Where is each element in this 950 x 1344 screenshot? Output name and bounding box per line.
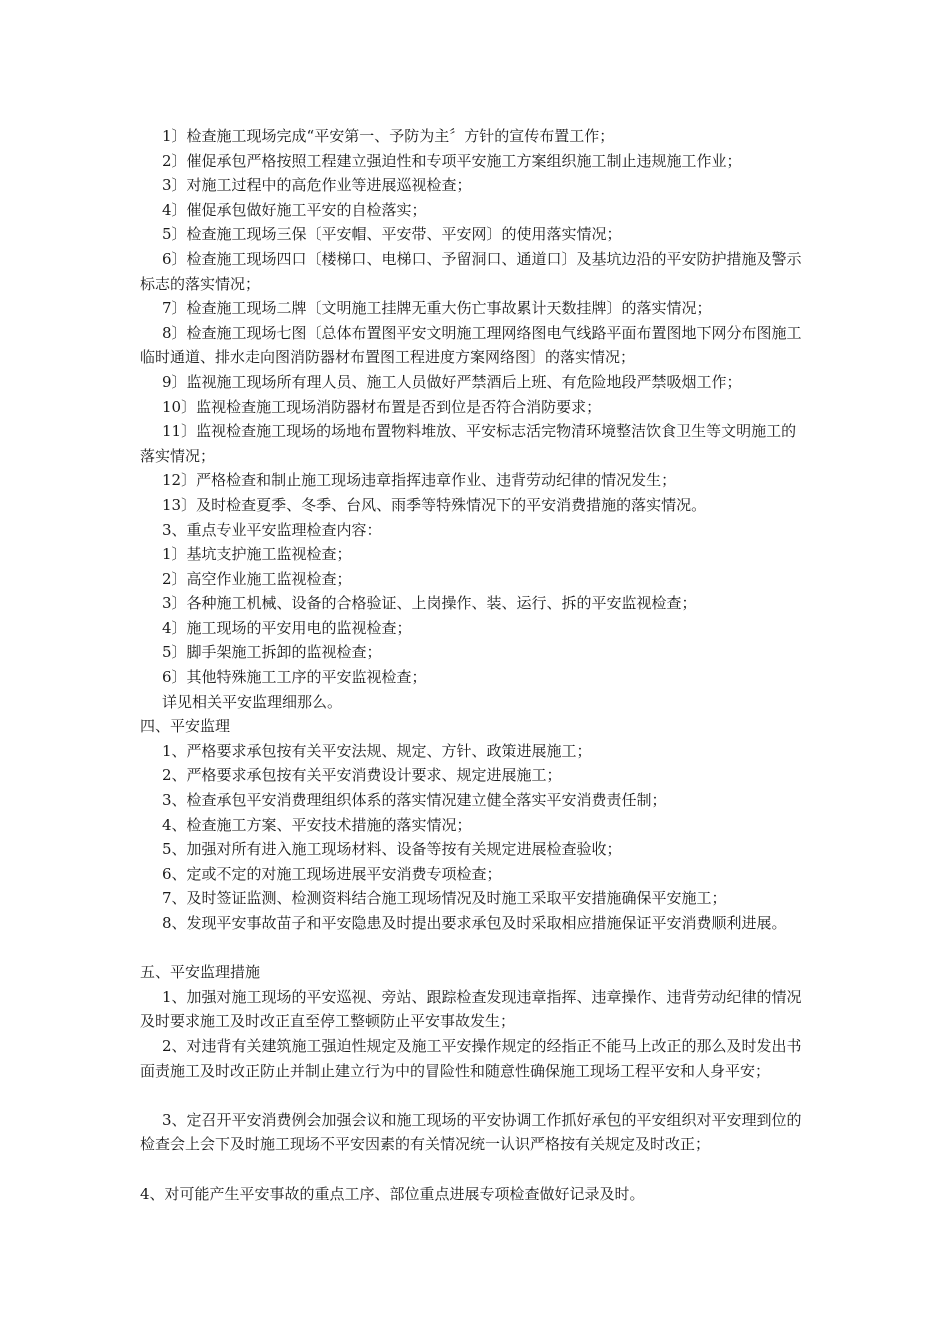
document-paragraph: 3、检查承包平安消费理组织体系的落实情况建立健全落实平安消费责任制； [162,791,667,810]
document-paragraph: 1、严格要求承包按有关平安法规、规定、方针、政策进展施工； [162,741,592,760]
document-paragraph: 10〕监视检查施工现场消防器材布置是否到位是否符合消防要求； [162,397,602,416]
document-paragraph: 6〕检查施工现场四口〔楼梯口、电梯口、予留洞口、通道口〕及基坑边沿的平安防护措施及警示标志的落实情况； [140,249,802,293]
document-paragraph: 8〕检查施工现场七图〔总体布置图平安文明施工理网络图电气线路平面布置图地下网分布图施工临时通道、排水走向图消防器材布置图工程进度方案网络图〕的落实情况； [140,323,802,367]
document-paragraph: 2〕催促承包严格按照工程建立强迫性和专项平安施工方案组织施工制止违规施工作业； [162,151,742,170]
document-paragraph: 8、发现平安事故苗子和平安隐患及时提出要求承包及时采取相应措施保证平安消费顺利进展。 [162,914,787,932]
document-paragraph: 6、定或不定的对施工现场进展平安消费专项检查； [162,864,502,883]
document-paragraph: 5〕脚手架施工拆卸的监视检查； [162,643,382,662]
document-paragraph: 1〕检查施工现场完成“平安第一、予防为主〞方针的宣传布置工作； [162,127,615,145]
document-paragraph: 6〕其他特殊施工工序的平安监视检查； [162,668,427,687]
document-paragraph: 3〕对施工过程中的高危作业等进展巡视检查； [162,176,472,195]
document-paragraph: 11〕监视检查施工现场的场地布置物料堆放、平安标志活完物清环境整洁饮食卫生等文明施工的落实情况； [140,422,797,465]
document-paragraph: 7、及时签证监测、检测资料结合施工现场情况及时施工采取平安措施确保平安施工； [162,889,727,908]
document-paragraph: 5、加强对所有进入施工现场材料、设备等按有关规定进展检查验收； [162,840,622,859]
document-paragraph: 详见相关平安监理细那么。 [162,692,343,711]
document-paragraph: 2、对违背有关建筑施工强迫性规定及施工平安操作规定的经指正不能马上改正的那么及时发出书面责施工及时改正防止并制止建立行为中的冒险性和随意性确保施工现场工程平安和人身平安； [140,1036,802,1080]
document-paragraph: 4〕催促承包做好施工平安的自检落实； [162,200,427,219]
document-paragraph: 3、重点专业平安监理检查内容： [162,520,382,539]
document-paragraph: 3〕各种施工机械、设备的合格验证、上岗操作、装、运行、拆的平安监视检查； [162,594,697,613]
document-paragraph: 3、定召开平安消费例会加强会议和施工现场的平安协调工作抓好承包的平安组织对平安理到位的检查会上会下及时施工现场不平安因素的有关情况统一认识严格按有关规定及时改正； [140,1110,802,1154]
document-paragraph: 2、严格要求承包按有关平安消费设计要求、规定进展施工； [162,766,562,785]
document-body [140,124,810,1206]
document-paragraph: 五、平安监理措施 [140,963,261,982]
document-paragraph: 5〕检查施工现场三保〔平安帽、平安带、平安网〕的使用落实情况； [162,225,622,244]
document-paragraph: 1、加强对施工现场的平安巡视、旁站、跟踪检查发现违章指挥、违章操作、违背劳动纪律的情况及时要求施工及时改正直至停工整顿防止平安事故发生； [140,987,802,1031]
document-paragraph: 9〕监视施工现场所有理人员、施工人员做好严禁酒后上班、有危险地段严禁吸烟工作； [162,372,742,391]
document-paragraph: 2〕高空作业施工监视检查； [162,569,352,588]
document-paragraph: 四、平安监理 [140,717,231,736]
document-paragraph: 7〕检查施工现场二牌〔文明施工挂牌无重大伤亡事故累计天数挂牌〕的落实情况； [162,299,712,318]
document-paragraph: 4、检查施工方案、平安技术措施的落实情况； [162,815,472,834]
document-paragraph: 13〕及时检查夏季、冬季、台风、雨季等特殊情况下的平安消费措施的落实情况。 [162,495,707,514]
document-paragraph: 4〕施工现场的平安用电的监视检查； [162,618,412,637]
document-paragraph: 12〕严格检查和制止施工现场违章指挥违章作业、违背劳动纪律的情况发生； [162,471,677,490]
document-paragraph: 1〕基坑支护施工监视检查； [162,545,352,564]
document-paragraph: 4、对可能产生平安事故的重点工序、部位重点进展专项检查做好记录及时。 [140,1184,645,1203]
